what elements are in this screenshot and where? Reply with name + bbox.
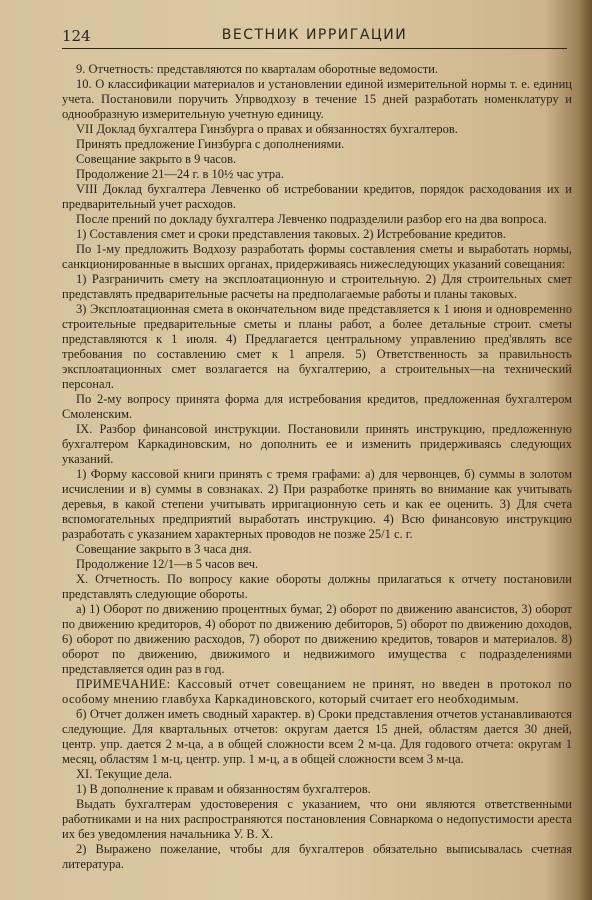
paragraph-cash-book: 1) Форму кассовой книги принять с тремя графами: а) для червонцев, б) суммы в золотом исчислении и в) суммы в совзнаках. 2) При разработке принять во внимание как учитывать деревья, в какой степени учитывать ирригационную сеть и как ее оценить. 3) Для счета вспомогательных предприятий выработать инструкцию. 4) Всю финансовую инструкцию разработать с указанием характерных проводов не позже 25/1 с. г. <box>62 467 572 541</box>
paragraph-item-10: 10. О классификации материалов и установлении единой измерительной нормы т. е. единиц учета. Постановили поручить Упрводхозу в течение 15 дней разработать номенклатуру и однообразную измерительную учетную единицу. <box>62 77 572 121</box>
journal-title: ВЕСТНИК ИРРИГАЦИИ <box>221 27 408 43</box>
paragraph-report-deadlines: б) Отчет должен иметь сводный характер. в) Сроки представления отчетов устанавливаются следующие. Для квартальных отчетов: округам дается 15 дней, областям дается 30 дней, центр. упр. дается 2 м-ца, а в общей сложности всем 2 м-ца. Для годового отчета: округам 1 месяц, областям 1 м-ц, центр. упр. 1 м-ц, а в общей сложности всем 3 м-ца. <box>62 707 572 766</box>
section-xi-heading: XI. Текущие дела. <box>76 767 173 781</box>
paragraph-rights-addition: 1) В дополнение к правам и обязанностям бухгалтеров. <box>76 782 371 796</box>
running-header <box>62 26 567 49</box>
section-viii-heading: VIII Доклад бухгалтера Левченко об истребовании кредитов, порядок расходования их и предварительный учет расходов. <box>62 182 572 211</box>
page-number: 124 <box>62 27 91 45</box>
paragraph-closed-3: Совещание закрыто в 3 часа дня. <box>76 542 252 556</box>
page-spine-shadow <box>578 0 592 900</box>
paragraph-note: ПРИМЕЧАНИЕ: Кассовый отчет совещанием не принят, но введен в протокол по особому мнению главбуха Каркадиновского, который считает его необходимым. <box>62 677 572 706</box>
paragraph-second-question: По 2-му вопросу принята форма для истребования кредитов, предложенная бухгалтером Смоленским. <box>62 392 572 421</box>
paragraph-closed-9: Совещание закрыто в 9 часов. <box>76 152 237 166</box>
section-x-heading: X. Отчетность. По вопросу какие обороты должны прилагаться к отчету постановили представлять следующие обороты. <box>62 572 572 601</box>
paragraph-two-questions: 1) Составления смет и сроки представления таковых. 2) Истребование кредитов. <box>76 227 506 241</box>
paragraph-after-debate: После прений по докладу бухгалтера Левченко подразделили разбор его на два вопроса. <box>76 212 547 226</box>
paragraph-smeta-3-5: 3) Эксплоатационная смета в окончательном виде представляется к 1 июня и одновременно строительные предварительные сметы и планы работ, а более детальные строит. сметы представляются к 1 июля. 4) Предлагается центральному управлению пред'являть все требования по составлению смет к 1 апреля. 5) Ответственность за правильность эксплоатационных смет возлагается на бухгалтерию, а строительных—на технический персонал. <box>62 302 572 391</box>
paragraph-turnovers: а) 1) Оборот по движению процентных бумаг, 2) оборот по движению авансистов, 3) оборот по движению кредиторов, 4) оборот по движению дебиторов, 5) оборот по движению доходов, 6) оборот по движению расходов, 7) оборот по движению кредитов, товаров и материалов. 8) оборот по движению, движимого и недвижимого имущества с подразделениями представляется один раз в год. <box>62 602 572 676</box>
section-ix-heading: IX. Разбор финансовой инструкции. Постановили принять инструкцию, предложенную бухгалтером Каркадиновским, но дополнить ее и изменить придерживаясь следующих указаний. <box>62 422 572 466</box>
paragraph-accept-ginzburg: Принять предложение Гинзбурга с дополнениями. <box>76 137 345 151</box>
paragraph-smeta-1-2: 1) Разграничить смету на эксплоатационную и строительную. 2) Для строительных смет представлять предварительные расчеты на предполагаемые работы и планы таковых. <box>62 272 572 301</box>
document-body <box>62 62 572 872</box>
section-vii-heading: VII Доклад бухгалтера Гинзбурга о правах и обязанностях бухгалтеров. <box>76 122 458 136</box>
paragraph-continuation-12: Продолжение 12/1—в 5 часов веч. <box>76 557 259 571</box>
paragraph-continuation-21: Продолжение 21—24 г. в 10½ час утра. <box>76 167 284 181</box>
paragraph-item-9: 9. Отчетность: представляются по кварталам оборотные ведомости. <box>76 62 439 76</box>
paragraph-first-question: По 1-му предложить Водхозу разработать формы составления сметы и выработать нормы, санкционированные в высших органах, придерживаясь нижеследующих указаний совещания: <box>62 242 572 271</box>
paragraph-literature: 2) Выражено пожелание, чтобы для бухгалтеров обязательно выписывалась счетная литература. <box>62 842 572 871</box>
paragraph-certificates: Выдать бухгалтерам удостоверения с указанием, что они являются ответственными работниками и на них распространяются постановления Совнаркома о недопустимости ареста их без уведомления начальника У. В. Х. <box>62 797 572 841</box>
